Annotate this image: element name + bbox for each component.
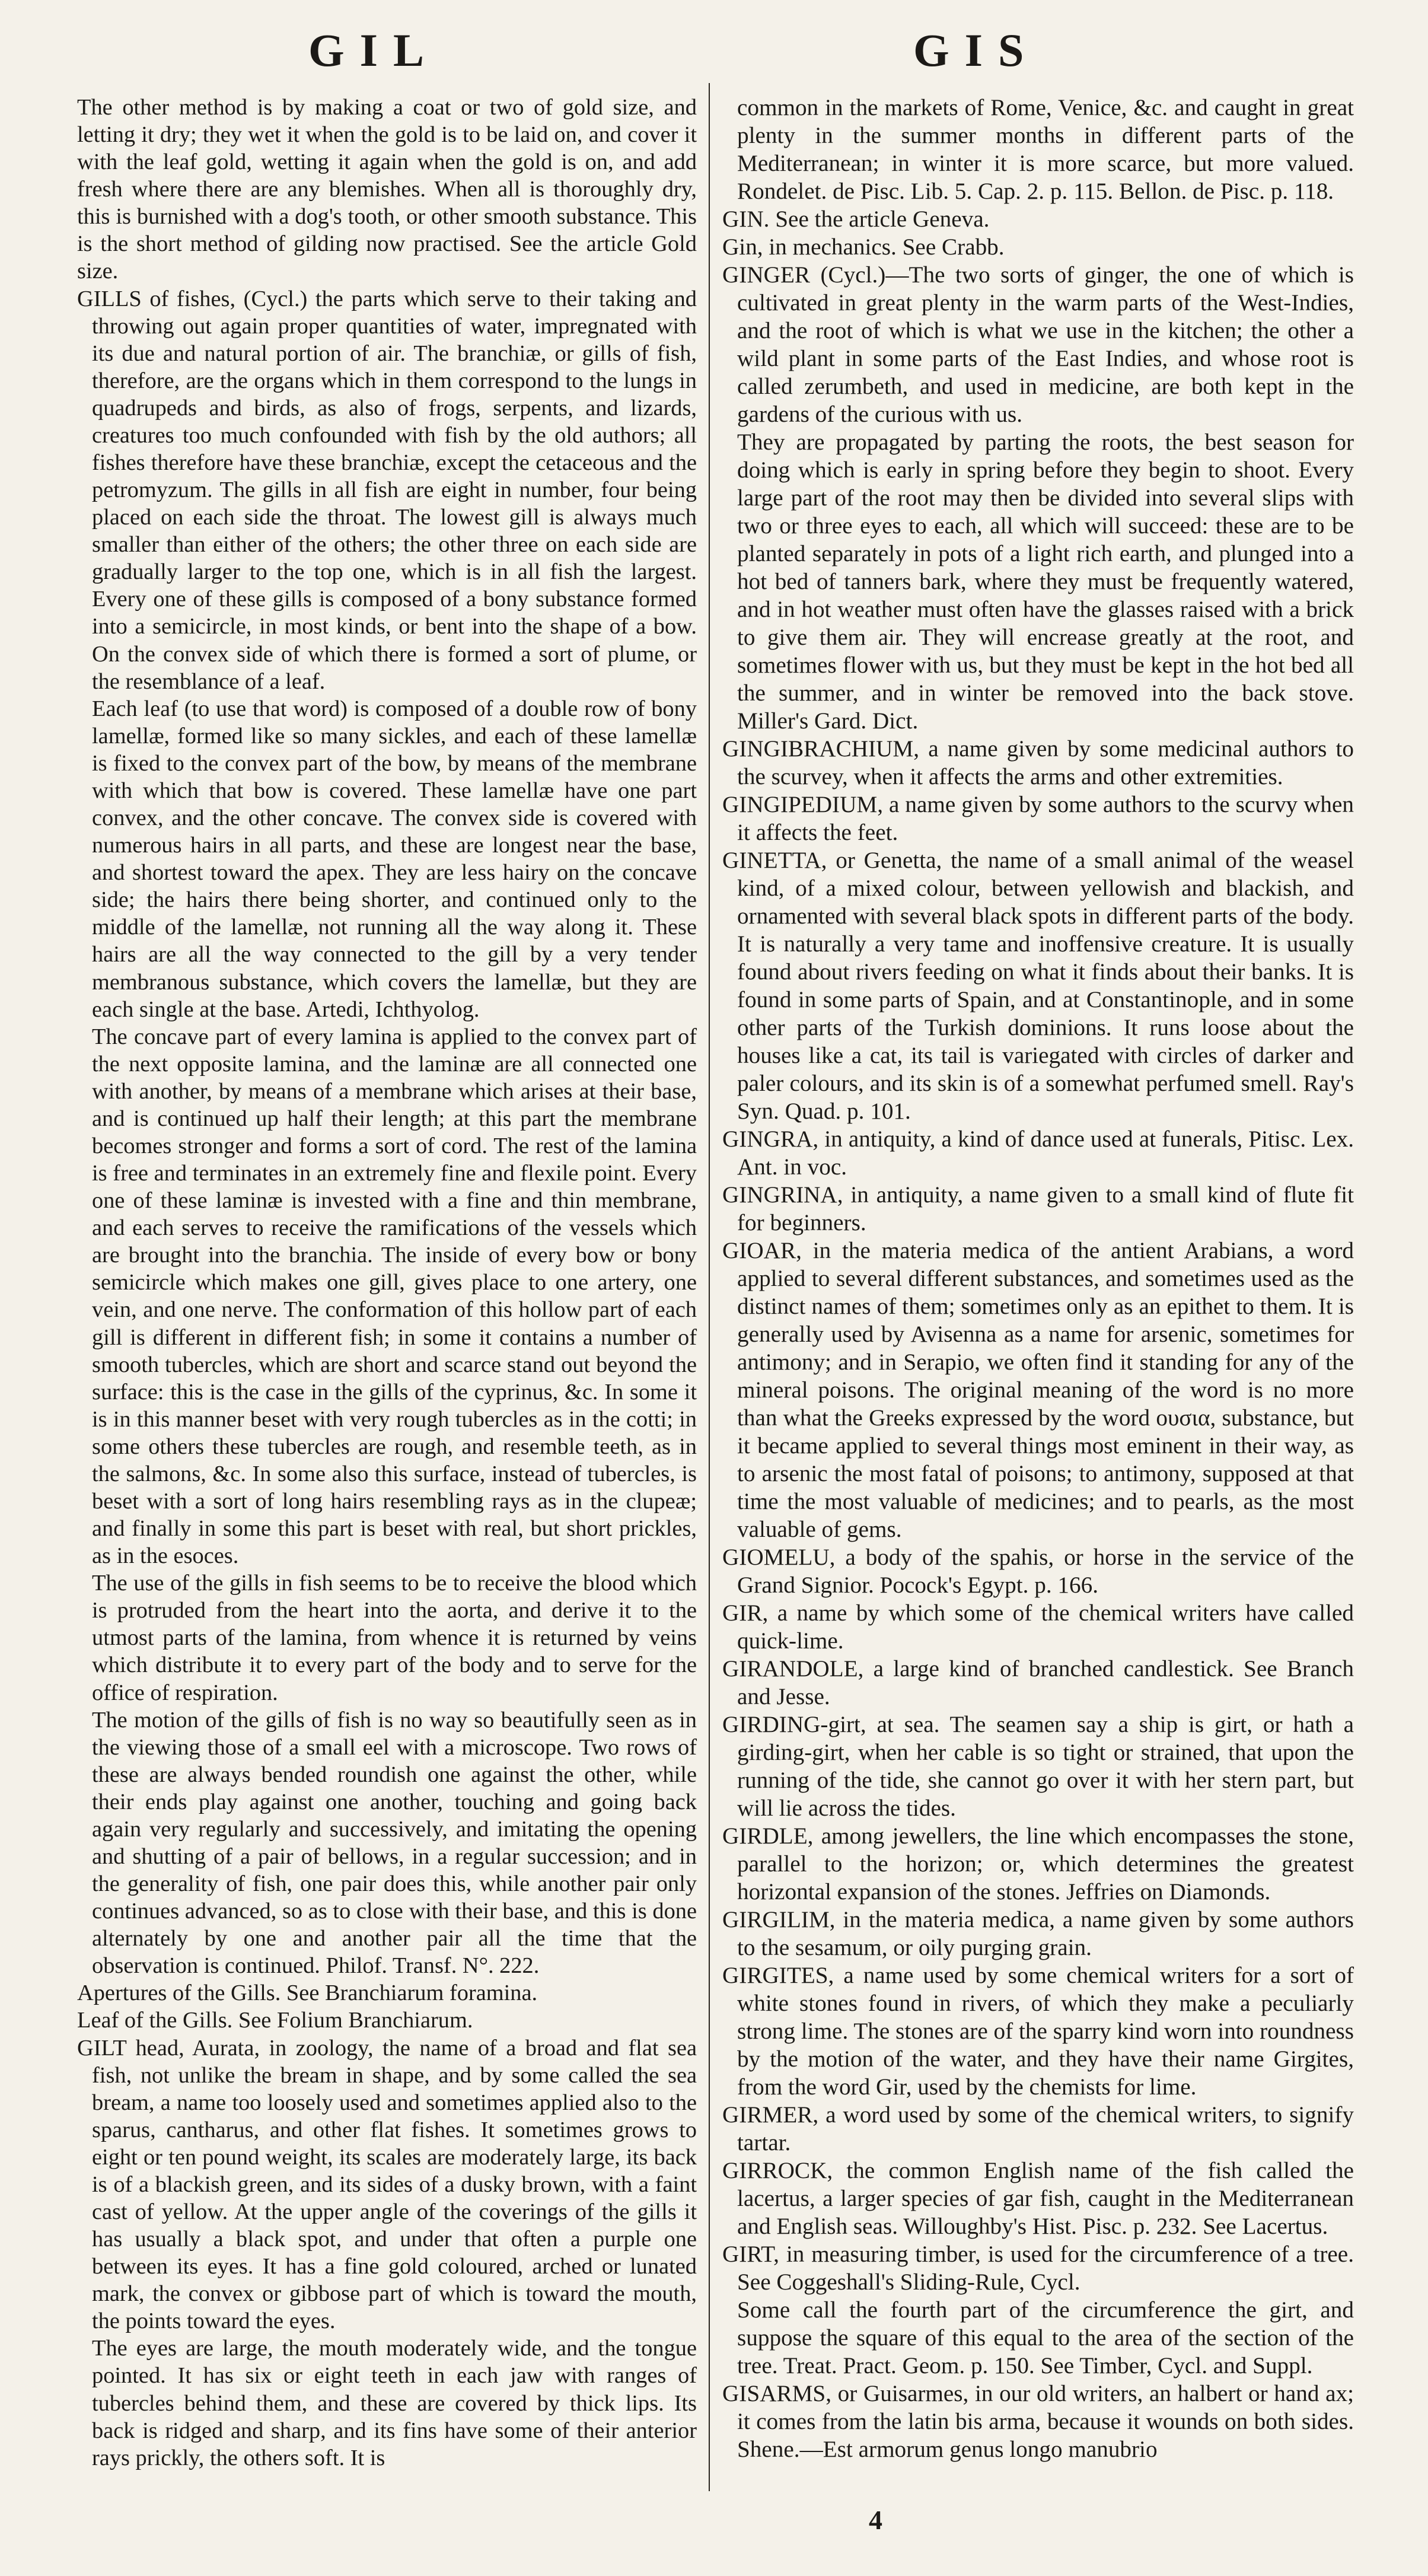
entry: [722, 735, 1354, 791]
column-divider: [709, 83, 710, 2491]
entry: [722, 846, 1354, 1125]
entry-text: in the materia medica of the antient Arabians, a word applied to several different substances, and sometimes used as the distinct names of them; sometimes only as an epithet to them. It is generally used by Avisenna as a name for arsenic, sometimes for antimony; and in Serapio, we often find it standing for any of the mineral poisons. The original meaning of the word is no more than what the Greeks expressed by the word ουσια, substance, but it became applied to several things most eminent in their way, as to arsenic the most fatal of poisons; to antimony, supposed at that time the most valuable of medicines; and to pearls, as the most valuable of gems.: [737, 1238, 1354, 1542]
entry: [722, 1599, 1354, 1655]
entry-text: in measuring timber, is used for the circumference of a tree. See Coggeshall's Sliding-Rule, Cycl.: [737, 2241, 1354, 2295]
entry: [722, 1822, 1354, 1906]
entry: [722, 2240, 1354, 2296]
entry-text: See Branchiarum foramina.: [286, 1980, 538, 2006]
entry-text: the common English name of the fish called the lacertus, a larger species of gar fish, caught in the Mediterranean and English seas. Willoughby's Hist. Pisc. p. 232. See Lacertus.: [737, 2158, 1354, 2239]
entry-text: in mechanics. See Crabb.: [769, 234, 1005, 260]
entry-headword: GINGIPEDIUM,: [722, 792, 884, 817]
entry-text: or Genetta, the name of a small animal of the weasel kind, of a mixed colour, between yellowish and blackish, and ornamented with several black spots in different parts of the body. It is naturally a very tame and inoffensive creature. It is usually found about rivers feeding on what it finds about their banks. It is found in some parts of Spain, and at Constantinople, and in some other parts of the Turkish dominions. It runs loose about the houses like a cat, its tail is variegated with circles of darker and paler colours, and its skin is of a somewhat perfumed smell. Ray's Syn. Quad. p. 101.: [737, 848, 1354, 1124]
entry-text: See Folium Branchiarum.: [238, 2008, 473, 2033]
entry-text: in antiquity, a name given to a small kind of flute fit for beginners.: [737, 1182, 1354, 1236]
entry-text: a name by which some of the chemical writers have called quick-lime.: [737, 1600, 1354, 1654]
entry-text: among jewellers, the line which encompasses the stone, parallel to the horizon; or, which determines the greatest horizontal expansion of the stones. Jeffries on Diamonds.: [737, 1823, 1354, 1905]
entry: [77, 2007, 697, 2034]
entry-headword: Apertures of the Gills.: [77, 1980, 281, 2006]
entry-text: a name used by some chemical writers for a sort of white stones found in rivers, of which they make a peculiarly strong lime. The stones are of the sparry kind worn into roundness by the motion of the water, and they have their name Girgites, from the word Gir, used by the chemists for lime.: [737, 1963, 1354, 2100]
entry-headword: GIRMER,: [722, 2102, 819, 2128]
entry: [722, 2157, 1354, 2240]
entry-text: a word used by some of the chemical writers, to signify tartar.: [737, 2102, 1354, 2155]
entry: [722, 791, 1354, 846]
entry-headword: GIRDING-girt,: [722, 1712, 866, 1737]
continuation-text: The other method is by making a coat or two of gold size, and letting it dry; they wet it when the gold is to be laid on, and cover it with the leaf gold, wetting it again when the gold is on, and add fresh where there are any blemishes. When all is thoroughly dry, this is burnished with a dog's tooth, or other smooth substance. This is the short method of gilding now practised. See the article Gold size.: [77, 95, 697, 284]
entry-headword: GIRT,: [722, 2241, 779, 2267]
entry-text: See the article Geneva.: [775, 206, 990, 232]
continuation-text: common in the markets of Rome, Venice, &c. and caught in great plenty in the summer months in different parts of the Mediterranean; in winter it is more scarce, but more valued. Rondelet. de Pisc. Lib. 5. Cap. 2. p. 115. Bellon. de Pisc. p. 118.: [737, 95, 1354, 204]
running-head-right: GIS: [913, 24, 1040, 76]
page-number: 4: [869, 2505, 882, 2535]
entry: [722, 1237, 1354, 1543]
entry: [722, 1906, 1354, 1962]
entry-headword: Leaf of the Gills.: [77, 2008, 233, 2033]
running-head-left: GIL: [308, 24, 440, 76]
left-column: [77, 94, 697, 2472]
entry-headword: GINGER: [722, 262, 811, 288]
entry: [77, 285, 697, 695]
entry: [722, 1962, 1354, 2101]
entry-headword: GIRDLE,: [722, 1823, 814, 1849]
entry-headword: GILLS of fishes,: [77, 286, 236, 311]
paragraph: The use of the gills in fish seems to be to receive the blood which is protruded from the heart into the aorta, and derive it to the utmost parts of the lamina, from whence it is returned by veins which distribute it to every part of the body and to serve for the office of respiration.: [92, 1571, 697, 1705]
entry: [722, 1125, 1354, 1181]
entry-headword: GISARMS,: [722, 2381, 832, 2406]
entry-text: a large kind of branched candlestick. See Branch and Jesse.: [737, 1656, 1354, 1709]
entry-text: or Guisarmes, in our old writers, an halbert or hand ax; it comes from the latin bis arma, because it wounds on both sides. Shene.—Est armorum genus longo manubrio: [737, 2381, 1354, 2462]
entry-text: a name given by some medicinal authors to the scurvey, when it affects the arms and other extremities.: [737, 736, 1354, 789]
paragraph: The eyes are large, the mouth moderately wide, and the tongue pointed. It has six or eight teeth in each jaw with ranges of tubercles behind them, and these are covered by thick lips. Its back is ridged and sharp, and its fins have some of their anterior rays prickly, the others soft. It is: [92, 2336, 697, 2470]
entry-headword: GINGRINA,: [722, 1182, 843, 1208]
entry: [77, 1979, 697, 2007]
right-column: [722, 94, 1354, 2463]
entry-headword: GINGRA,: [722, 1126, 819, 1152]
entry-text: Aurata, in zoology, the name of a broad and flat sea fish, not unlike the bream in shape, and by some called the sea bream, a name too loosely used and sometimes applied also to the sparus, cantharus, and other flat fishes. It sometimes grows to eight or ten pound weight, its scales are moderately large, its back is of a blackish green, and its sides of a dusky brown, with a faint cast of yellow. At the upper angle of the coverings of the gills it has usually a black spot, and under that often a purple one between its eyes. It has a fine gold coloured, arched or lunated mark, the convex or gibbose part of which is toward the mouth, the points toward the eyes.: [92, 2035, 697, 2334]
paragraph: The concave part of every lamina is applied to the convex part of the next opposite lamina, and the laminæ are all connected one with another, by means of a membrane which arises at their base, and is continued up half their length; at this part the membrane becomes stronger and forms a sort of cord. The rest of the lamina is free and terminates in an extremely fine and flexile point. Every one of these laminæ is invested with a fine and thin membrane, and each serves to receive the ramifications of the vessels which are brought into the branchia. The inside of every bow or bony semicircle which makes one gill, gives place to one artery, one vein, and one nerve. The conformation of this hollow part of each gill is different in different fish; in some it contains a number of smooth tubercles, which are short and scarce stand out beyond the surface: this is the case in the gills of the cyprinus, &c. In some it is in this manner beset with very rough tubercles as in the cotti; in some others these tubercles are rough, and resemble teeth, as in the salmons, &c. In some also this surface, instead of tubercles, is beset with a sort of long hairs resembling rays as in the clupeæ; and finally in some this part is beset with real, but short prickles, as in the esoces.: [92, 1024, 697, 1569]
entry: [722, 1181, 1354, 1237]
entry-headword: GIRGILIM,: [722, 1907, 836, 1932]
entry: [722, 2101, 1354, 2157]
entry-headword: Gin,: [722, 234, 763, 260]
entry: [722, 1711, 1354, 1822]
entry-headword: GIRANDOLE,: [722, 1656, 864, 1682]
entry-headword: GINETTA,: [722, 848, 827, 873]
paragraph: The motion of the gills of fish is no way so beautifully seen as in the viewing those of a small eel with a microscope. Two rows of these are always bended roundish one against the other, while their ends play against one another, touching and going back again very regularly and successively, and imitating the opening and shutting of a pair of bellows, in a regular succession; and in the generality of fish, one pair does this, while another pair only continues advanced, so as to close with their base, and this is done alternately by one and another pair all the time that the observation is continued. Philof. Transf. N°. 222.: [92, 1707, 697, 1979]
entry-text: a name given by some authors to the scurvy when it affects the feet.: [737, 792, 1354, 845]
entry-headword: GIOMELU,: [722, 1545, 836, 1570]
entry-headword: GINGIBRACHIUM,: [722, 736, 920, 762]
entry-headword: GIRGITES,: [722, 1963, 834, 1988]
entry-headword: GILT head,: [77, 2035, 184, 2061]
paragraph: Each leaf (to use that word) is composed of a double row of bony lamellæ, formed like so many sickles, and each of these lamellæ is fixed to the convex part of the bow, by means of the membrane with which that bow is covered. These lamellæ have one part convex, and the other concave. The convex side is covered with numerous hairs in all parts, and these are longest near the base, and shortest toward the apex. They are less hairy on the concave side; the hairs there being shorter, and continued only to the middle of the lamellæ, not running all the way along it. These hairs are all the way connected to the gill by a very tender membranous substance, which covers the lamellæ, but they are each single at the base. Artedi, Ichthyolog.: [92, 696, 697, 1022]
entry-headword: GIR,: [722, 1600, 769, 1626]
entry-text: in antiquity, a kind of dance used at funerals, Pitisc. Lex. Ant. in voc.: [737, 1126, 1354, 1180]
paragraph: They are propagated by parting the roots, the best season for doing which is early in spring before they begin to shoot. Every large part of the root may then be divided into several slips with two or three eyes to each, all which will succeed: these are to be planted separately in pots of a light rich earth, and plunged into a hot bed of tanners bark, where they must be frequently watered, and in hot weather must often have the glasses raised with a brick to give them air. They will encrease greatly at the root, and sometimes flower with us, but they must be kept in the hot bed all the summer, and in winter be removed into the back stove. Miller's Gard. Dict.: [737, 429, 1354, 734]
entry-text: in the materia medica, a name given by some authors to the sesamum, or oily purging grain.: [737, 1907, 1354, 1960]
entry: [722, 1655, 1354, 1711]
entry: [77, 2034, 697, 2335]
entry-text: (Cycl.) the parts which serve to their taking and throwing out again proper quantities of water, impregnated with its due and natural portion of air. The branchiæ, or gills of fish, therefore, are the organs which in them correspond to the lungs in quadrupeds and birds, as also of frogs, serpents, and lizards, creatures too much confounded with fish by the old authors; all fishes therefore have these branchiæ, except the cetaceous and the petromyzum. The gills in all fish are eight in number, four being placed on each side the throat. The lowest gill is always much smaller than either of the others; the other three on each side are gradually larger to the top one, which is in all fish the largest. Every one of these gills is composed of a bony substance formed into a semicircle, in most kinds, or bent into the shape of a bow. On the convex side of which there is formed a sort of plume, or the resemblance of a leaf.: [92, 286, 697, 694]
entry: [722, 1543, 1354, 1599]
paragraph: Some call the fourth part of the circumference the girt, and suppose the square of this equal to the area of the section of the tree. Treat. Pract. Geom. p. 150. See Timber, Cycl. and Suppl.: [737, 2297, 1354, 2378]
entry: [722, 233, 1354, 261]
entry-headword: GIOAR,: [722, 1238, 802, 1263]
entry-text: at sea. The seamen say a ship is girt, or hath a girding-girt, when her cable is so tight or strained, that upon the running of the tide, she cannot go over it with her stern part, but will lie across the tides.: [737, 1712, 1354, 1821]
entry-headword: GIRROCK,: [722, 2158, 833, 2183]
entry: [722, 2380, 1354, 2463]
entry: [722, 205, 1354, 233]
entry-text: (Cycl.)—The two sorts of ginger, the one of which is cultivated in great plenty in the warm parts of the West-Indies, and the root of which is what we use in the kitchen; the other a wild plant in some parts of the East Indies, and whose root is called zerumbeth, and used in medicine, are both kept in the gardens of the curious with us.: [737, 262, 1354, 427]
entry-text: a body of the spahis, or horse in the service of the Grand Signior. Pocock's Egypt. p. 166.: [737, 1545, 1354, 1598]
entry: [722, 261, 1354, 428]
entry-headword: GIN.: [722, 206, 770, 232]
